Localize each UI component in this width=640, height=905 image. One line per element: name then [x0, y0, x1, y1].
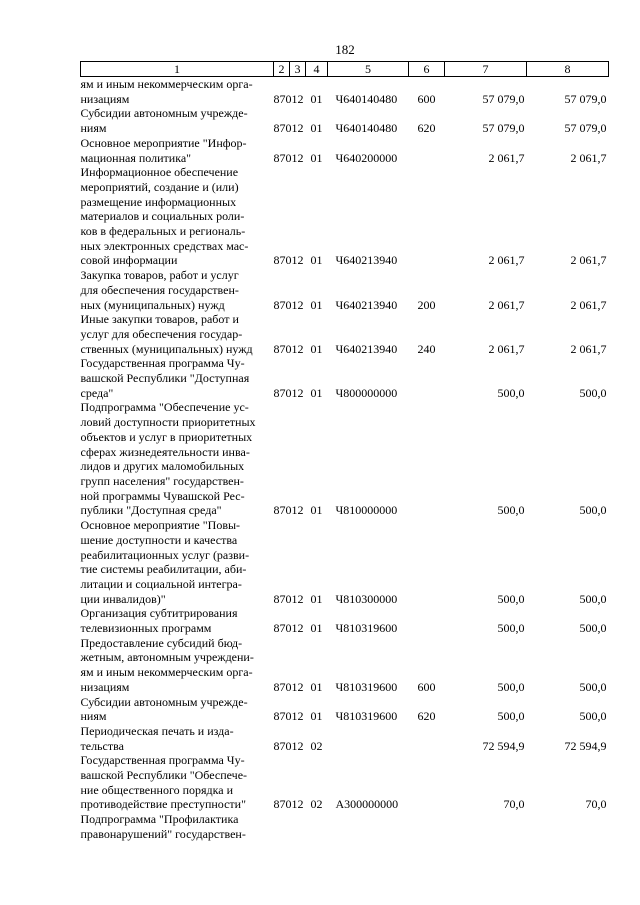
- table-row: [81, 312, 609, 356]
- amount-col-8: 72 594,9: [564, 738, 607, 753]
- ministry-code: 870: [273, 121, 292, 136]
- subsection-code: 01: [310, 91, 323, 106]
- row-name: Информационное обеспечение мероприятий, создание и (или) размещение информационных материалов и социальных роли- ков в федеральных и региональ- ных электронных средствах мас- совой информации: [80, 165, 249, 268]
- table-row: [81, 77, 609, 107]
- table-row: [81, 606, 609, 635]
- ministry-code: [274, 812, 290, 841]
- amount-col-7: [445, 812, 527, 841]
- target-article-code: Ч810300000: [335, 591, 398, 606]
- subsection-code: 01: [310, 297, 323, 312]
- amount-col-7: 500,0: [497, 385, 525, 400]
- expense-type-code: [409, 753, 445, 812]
- table-row: [81, 518, 609, 606]
- row-name: Предоставление субсидий бюд- жетным, автономным учреждени- ям и иным некоммерческим орга- низациям: [80, 635, 254, 694]
- header-col-2: 2: [274, 62, 290, 77]
- ministry-code: 870: [273, 91, 292, 106]
- table-row: [81, 106, 609, 135]
- row-name: Подпрограмма "Профилактика правонарушений" государствен-: [80, 812, 246, 841]
- expense-type-code: [409, 518, 445, 606]
- amount-col-7: 70,0: [503, 797, 525, 812]
- subsection-code: 01: [310, 709, 323, 724]
- expense-type-code: [409, 356, 445, 400]
- row-name: Закупка товаров, работ и услуг для обеспечения государствен- ных (муниципальных) нужд: [80, 268, 239, 312]
- amount-col-8: 500,0: [579, 679, 607, 694]
- subsection-code: 01: [310, 621, 323, 636]
- target-article-code: Ч640140480: [335, 121, 398, 136]
- amount-col-7: 2 061,7: [488, 341, 525, 356]
- section-code: 12: [291, 150, 304, 165]
- expense-type-code: [409, 165, 445, 268]
- expense-type-code: 200: [417, 297, 436, 312]
- expense-type-code: [409, 400, 445, 518]
- expense-type-code: [409, 136, 445, 165]
- target-article-code: Ч640140480: [335, 91, 398, 106]
- section-code: 12: [291, 385, 304, 400]
- amount-col-7: 500,0: [497, 709, 525, 724]
- section-code: 12: [291, 621, 304, 636]
- amount-col-7: 500,0: [497, 679, 525, 694]
- section-code: 12: [291, 341, 304, 356]
- amount-col-8: 500,0: [579, 503, 607, 518]
- target-article-code: Ч810319600: [335, 709, 398, 724]
- subsection-code: 02: [310, 738, 323, 753]
- amount-col-7: 72 594,9: [482, 738, 525, 753]
- row-name: Государственная программа Чу- вашской Республики "Доступная среда": [80, 356, 250, 400]
- amount-col-7: 2 061,7: [488, 297, 525, 312]
- amount-col-7: 500,0: [497, 621, 525, 636]
- row-name: Периодическая печать и изда- тельства: [80, 723, 234, 753]
- amount-col-7: 500,0: [497, 591, 525, 606]
- target-article-code: Ч640200000: [335, 150, 398, 165]
- expense-type-code: 600: [417, 679, 436, 694]
- section-code: 12: [291, 253, 304, 268]
- table-row: [81, 695, 609, 724]
- table-row: [81, 268, 609, 312]
- ministry-code: 870: [273, 679, 292, 694]
- table-row: [81, 136, 609, 165]
- target-article-code: Ч810319600: [335, 621, 398, 636]
- row-name: Субсидии автономным учрежде- ниям: [80, 694, 248, 724]
- table-row: [81, 400, 609, 518]
- table-row: [81, 812, 609, 841]
- table-row: [81, 753, 609, 812]
- target-article-code: [328, 812, 409, 841]
- header-col-3: 3: [290, 62, 306, 77]
- ministry-code: 870: [273, 709, 292, 724]
- amount-col-7: 2 061,7: [488, 150, 525, 165]
- budget-table-container: [80, 61, 608, 842]
- section-code: 12: [291, 738, 304, 753]
- amount-col-8: 2 061,7: [570, 297, 607, 312]
- ministry-code: 870: [273, 150, 292, 165]
- amount-col-8: 57 079,0: [564, 91, 607, 106]
- row-name: ям и иным некоммерческим орга- низациям: [80, 77, 253, 106]
- ministry-code: 870: [273, 503, 292, 518]
- section-code: 12: [291, 591, 304, 606]
- subsection-code: 01: [310, 503, 323, 518]
- amount-col-8: 500,0: [579, 591, 607, 606]
- table-body: [81, 77, 609, 842]
- subsection-code: 02: [310, 797, 323, 812]
- target-article-code: [328, 724, 409, 753]
- target-article-code: Ч810319600: [335, 679, 398, 694]
- row-name: Государственная программа Чу- вашской Республики "Обеспече- ние общественного порядка и противодействие преступности": [80, 753, 248, 812]
- expense-type-code: 600: [417, 91, 436, 106]
- section-code: [290, 812, 306, 841]
- subsection-code: [306, 812, 328, 841]
- target-article-code: Ч640213940: [335, 297, 398, 312]
- subsection-code: 01: [310, 591, 323, 606]
- header-col-1: 1: [81, 62, 274, 77]
- ministry-code: 870: [273, 591, 292, 606]
- expense-type-code: [409, 812, 445, 841]
- target-article-code: А300000000: [335, 797, 399, 812]
- target-article-code: Ч640213940: [335, 341, 398, 356]
- row-name: Субсидии автономным учрежде- ниям: [80, 106, 248, 136]
- subsection-code: 01: [310, 253, 323, 268]
- amount-col-8: [527, 812, 609, 841]
- section-code: 12: [291, 297, 304, 312]
- amount-col-8: 2 061,7: [570, 253, 607, 268]
- amount-col-8: 2 061,7: [570, 341, 607, 356]
- page-number: 182: [335, 42, 355, 57]
- subsection-code: 01: [310, 679, 323, 694]
- row-name: Организация субтитрирования телевизионных программ: [80, 606, 238, 636]
- amount-col-8: 500,0: [579, 709, 607, 724]
- section-code: 12: [291, 121, 304, 136]
- expense-type-code: 240: [417, 341, 436, 356]
- amount-col-7: 2 061,7: [488, 253, 525, 268]
- header-col-8: 8: [527, 62, 609, 77]
- header-col-7: 7: [445, 62, 527, 77]
- expense-type-code: [409, 606, 445, 635]
- section-code: 12: [291, 503, 304, 518]
- ministry-code: 870: [273, 253, 292, 268]
- ministry-code: 870: [273, 297, 292, 312]
- target-article-code: Ч640213940: [335, 253, 398, 268]
- row-name: Основное мероприятие "Инфор- мационная политика": [80, 135, 247, 165]
- target-article-code: Ч800000000: [335, 385, 398, 400]
- ministry-code: 870: [273, 385, 292, 400]
- budget-table: [80, 61, 609, 842]
- table-row: [81, 636, 609, 695]
- subsection-code: 01: [310, 150, 323, 165]
- table-row: [81, 165, 609, 268]
- amount-col-7: 57 079,0: [482, 121, 525, 136]
- amount-col-7: 500,0: [497, 503, 525, 518]
- ministry-code: 870: [273, 797, 292, 812]
- ministry-code: 870: [273, 738, 292, 753]
- subsection-code: 01: [310, 385, 323, 400]
- table-row: [81, 356, 609, 400]
- expense-type-code: 620: [417, 121, 436, 136]
- target-article-code: Ч810000000: [335, 503, 398, 518]
- ministry-code: 870: [273, 341, 292, 356]
- amount-col-8: 500,0: [579, 621, 607, 636]
- section-code: 12: [291, 797, 304, 812]
- header-row: [81, 62, 609, 77]
- header-col-5: 5: [328, 62, 409, 77]
- row-name: Подпрограмма "Обеспечение ус- ловий доступности приоритетных объектов и услуг в приоритетных сферах жизнедеятельности инва- лидов и других маломобильных групп населения" государствен- ной программы Чувашской Рес- публики "Доступная среда": [80, 400, 256, 518]
- amount-col-8: 2 061,7: [570, 150, 607, 165]
- table-row: [81, 724, 609, 753]
- section-code: 12: [291, 91, 304, 106]
- row-name: Основное мероприятие "Повы- шение доступности и качества реабилитационных услуг (разви- тие системы реабилитации, аби- литации и социальной интегра- ции инвалидов)": [80, 518, 250, 606]
- amount-col-8: 70,0: [585, 797, 607, 812]
- subsection-code: 01: [310, 121, 323, 136]
- ministry-code: 870: [273, 621, 292, 636]
- row-name: Иные закупки товаров, работ и услуг для обеспечения государ- ственных (муниципальных) нужд: [80, 312, 253, 356]
- section-code: 12: [291, 709, 304, 724]
- subsection-code: 01: [310, 341, 323, 356]
- header-col-4: 4: [306, 62, 328, 77]
- section-code: 12: [291, 679, 304, 694]
- amount-col-7: 57 079,0: [482, 91, 525, 106]
- amount-col-8: 500,0: [579, 385, 607, 400]
- amount-col-8: 57 079,0: [564, 121, 607, 136]
- header-col-6: 6: [409, 62, 445, 77]
- expense-type-code: [409, 724, 445, 753]
- expense-type-code: 620: [417, 709, 436, 724]
